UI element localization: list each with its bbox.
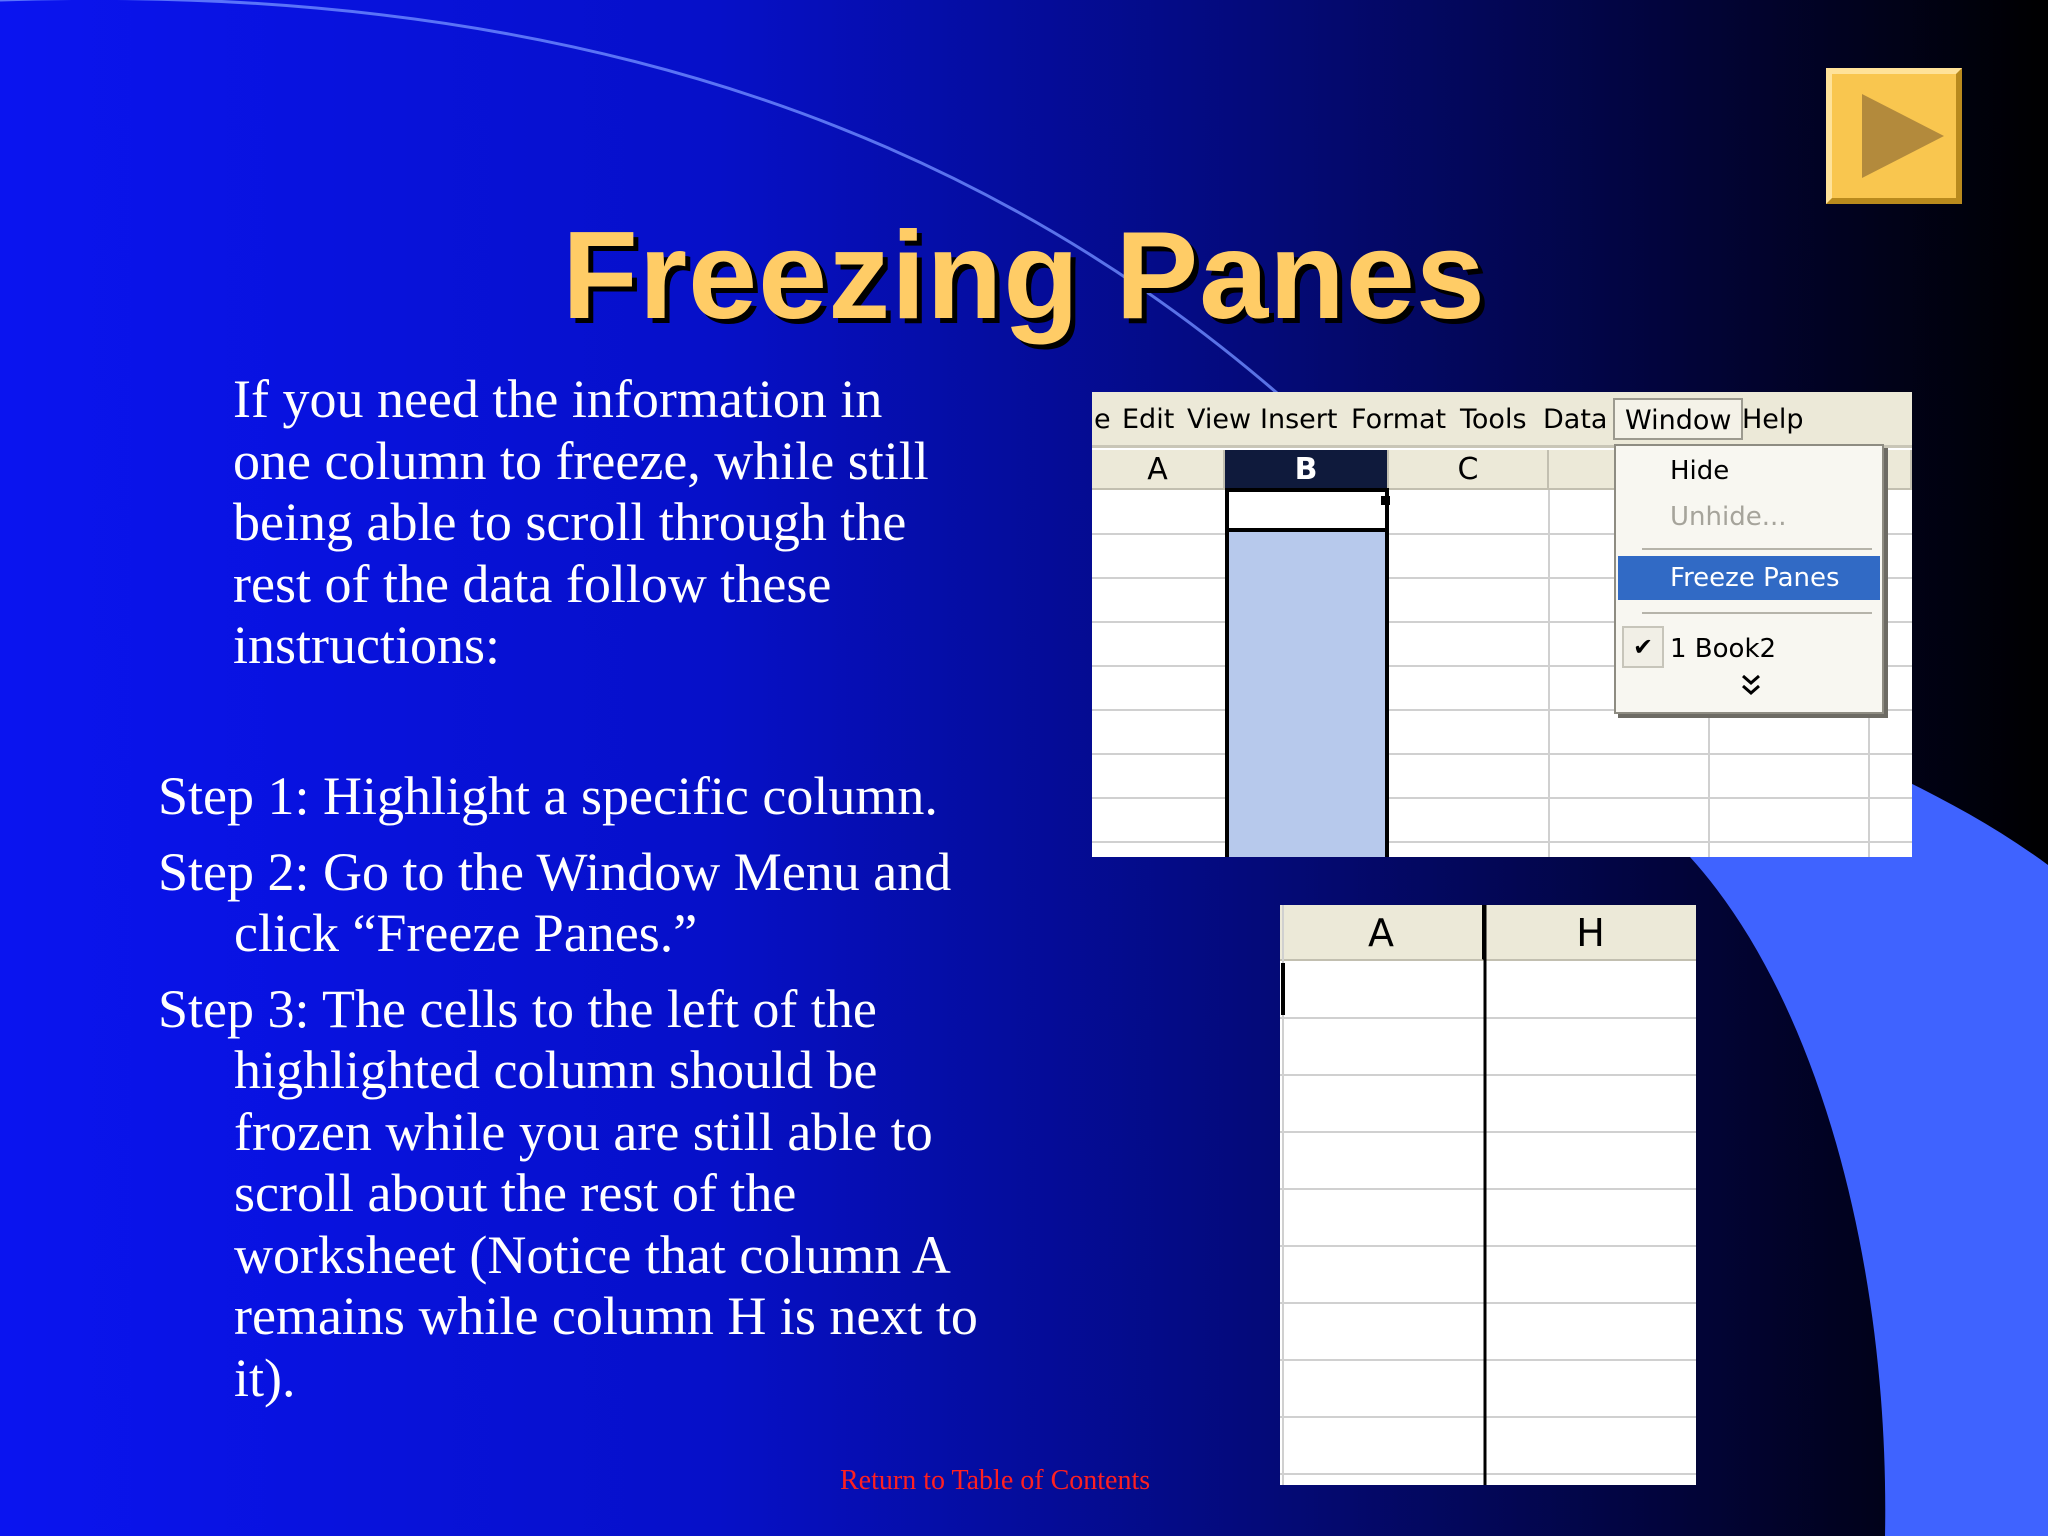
- menu-bar: [1092, 392, 1912, 448]
- active-cell[interactable]: [1225, 488, 1389, 532]
- slide-title: Freezing Panes: [562, 207, 1486, 345]
- column-header-c[interactable]: C: [1389, 450, 1549, 490]
- column-header-b[interactable]: B: [1225, 450, 1389, 490]
- intro-text: If you need the information in one column to freeze, while still being able to scroll through the rest of the data follow these instructions:: [233, 369, 929, 675]
- play-triangle-icon: [1832, 74, 1956, 198]
- menu-file[interactable]: e: [1094, 404, 1111, 435]
- menu-format[interactable]: Format: [1351, 404, 1447, 435]
- menu-item-unhide: Unhide...: [1670, 502, 1787, 532]
- menu-insert[interactable]: Insert: [1260, 404, 1338, 435]
- step-3: Step 3: The cells to the left of the highlighted column should be frozen while you are still able to scroll about the rest of the worksheet (Notice that column A remains while column H is next to it).: [158, 978, 978, 1408]
- column-header-a[interactable]: A: [1092, 450, 1225, 490]
- menu-view[interactable]: View: [1187, 404, 1252, 435]
- window-dropdown-menu: [1614, 444, 1884, 714]
- menu-separator: [1642, 612, 1872, 614]
- menu-tools[interactable]: Tools: [1460, 404, 1527, 435]
- column-header-a[interactable]: A: [1280, 905, 1485, 961]
- menu-edit[interactable]: Edit: [1122, 404, 1175, 435]
- frozen-panes-screenshot: [1280, 905, 1696, 1485]
- menu-data[interactable]: Data: [1543, 404, 1608, 435]
- selected-column-border: [1225, 488, 1389, 857]
- menu-item-book2[interactable]: 1 Book2: [1670, 634, 1777, 664]
- step-2: Step 2: Go to the Window Menu and click “Freeze Panes.”: [158, 841, 952, 963]
- check-icon: ✔: [1622, 626, 1664, 668]
- step-1: Step 1: Highlight a specific column.: [158, 766, 938, 826]
- menu-window[interactable]: Window: [1613, 398, 1743, 440]
- frozen-cell-grid: [1280, 905, 1696, 1485]
- menu-separator: [1642, 548, 1872, 550]
- menu-help[interactable]: Help: [1742, 404, 1804, 435]
- steps-list: [158, 766, 978, 1423]
- expand-menu-chevron-icon[interactable]: [1738, 672, 1764, 704]
- column-header-h[interactable]: H: [1485, 905, 1696, 961]
- return-to-toc-link[interactable]: Return to Table of Contents: [840, 1465, 1151, 1496]
- next-slide-button[interactable]: [1826, 68, 1962, 204]
- double-chevron-down-icon: [1738, 672, 1764, 698]
- menu-item-freeze-panes[interactable]: Freeze Panes: [1618, 556, 1880, 600]
- menu-item-hide[interactable]: Hide: [1670, 456, 1730, 486]
- fill-handle[interactable]: [1381, 496, 1390, 505]
- window-menu-screenshot: [1092, 392, 1912, 857]
